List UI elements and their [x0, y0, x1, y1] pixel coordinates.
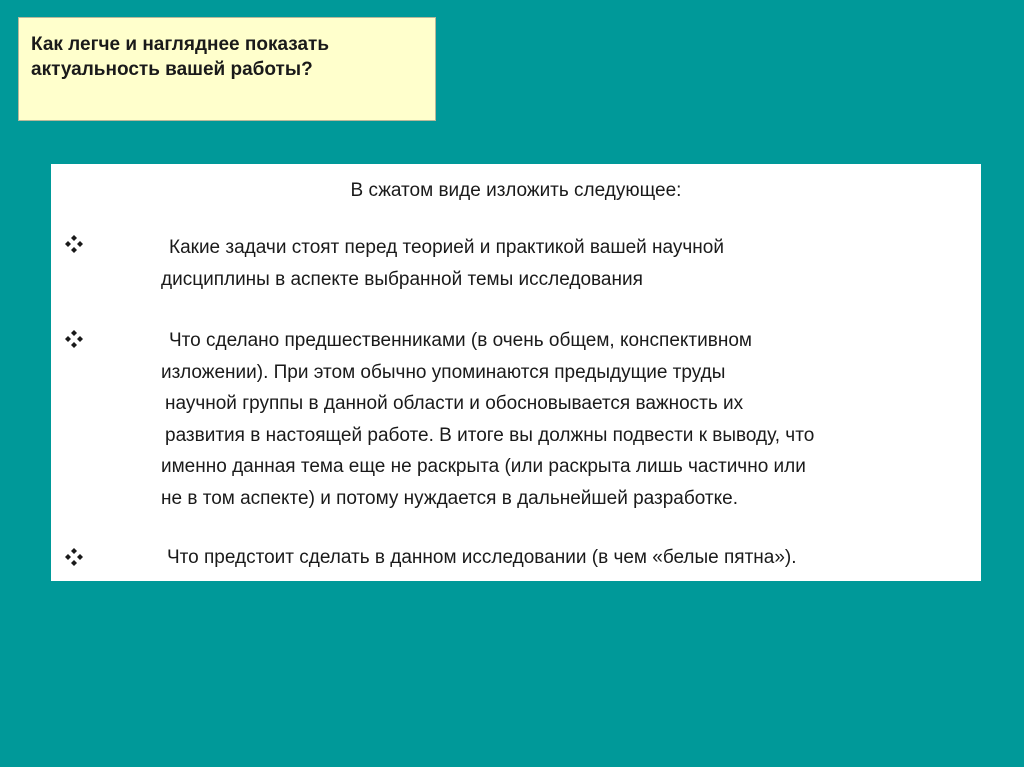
bullet-1-line: дисциплины в аспекте выбранной темы исследования: [161, 268, 643, 290]
intro-text: В сжатом виде изложить следующее:: [350, 180, 682, 201]
diamond-quad-bullet-icon: [65, 235, 83, 253]
bullet-2-line: научной группы в данной области и обосновывается важность их: [165, 393, 744, 414]
bullet-3-line: Что предстоит сделать в данном исследовании (в чем «белые пятна»).: [167, 547, 797, 568]
slide-content-box: [51, 164, 981, 581]
bullet-2-line: развития в настоящей работе. В итоге вы должны подвести к выводу, что: [165, 424, 815, 446]
bullet-item-2: [161, 325, 973, 514]
bullet-2-line: не в том аспекте) и потому нуждается в дальнейшей разработке.: [161, 487, 738, 509]
bullet-1-line: Какие задачи стоят перед теорией и практикой вашей научной: [169, 237, 724, 258]
bullet-item-1: [161, 232, 973, 295]
diamond-quad-bullet-icon: [65, 548, 83, 566]
bullet-2-line: Что сделано предшественниками (в очень общем, конспективном: [169, 330, 752, 351]
slide-title-box: [18, 17, 436, 121]
bullet-2-line: изложении). При этом обычно упоминаются предыдущие труды: [161, 361, 726, 383]
bullet-2-line: именно данная тема еще не раскрыта (или раскрыта лишь частично или: [161, 456, 806, 477]
diamond-quad-bullet-icon: [65, 330, 83, 348]
slide-title-line-2: актуальность вашей работы?: [31, 59, 313, 80]
slide-title-line-1: Как легче и нагляднее показать: [31, 34, 330, 55]
bullet-item-3: [161, 542, 973, 574]
